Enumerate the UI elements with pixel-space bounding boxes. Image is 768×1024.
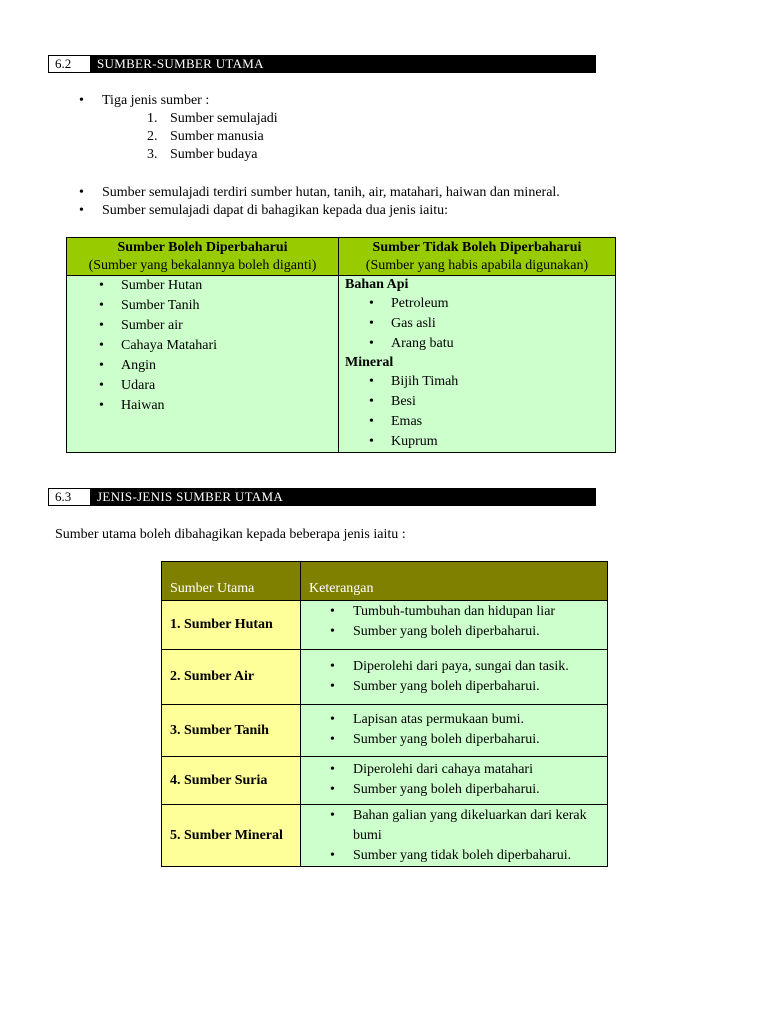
list-item: • Sumber yang tidak boleh diperbaharui. — [353, 846, 597, 866]
intro-block — [77, 92, 717, 164]
fuel-list — [345, 294, 615, 354]
list-item: • Bijih Timah — [391, 372, 615, 392]
table-row — [162, 601, 608, 650]
list-item: • Emas — [391, 412, 615, 432]
section-header-6-3 — [48, 488, 596, 506]
group-label-fuel: Bahan Api — [345, 277, 409, 292]
list-item: • Petroleum — [391, 294, 615, 314]
list-item: • Cahaya Matahari — [121, 336, 338, 356]
list-item: • Diperolehi dari paya, sungai dan tasik. — [353, 657, 607, 677]
main-sources-table — [161, 561, 608, 867]
list-item: • Sumber yang boleh diperbaharui. — [353, 780, 607, 800]
list-item: • Sumber yang boleh diperbaharui. — [353, 677, 607, 697]
list-item: 3. Sumber budaya — [147, 147, 258, 162]
intro-lead: • Tiga jenis sumber : — [77, 92, 717, 110]
column-header-source: Sumber Utama — [162, 562, 301, 601]
renewable-table — [66, 237, 616, 453]
source-description — [301, 757, 608, 805]
bullet-natural-sources: • Sumber semulajadi terdiri sumber hutan, tanih, air, matahari, haiwan dan mineral. — [77, 184, 737, 202]
section-number: 6.3 — [49, 489, 91, 505]
column-header-description: Keterangan — [301, 562, 608, 601]
list-item: • Angin — [121, 356, 338, 376]
intro-bullets-2 — [77, 184, 737, 220]
renewable-list — [67, 276, 338, 416]
table-row — [162, 757, 608, 805]
list-item: • Sumber yang boleh diperbaharui. — [353, 730, 607, 750]
source-description — [301, 705, 608, 757]
source-description — [301, 601, 608, 650]
renewable-list-cell — [67, 276, 339, 453]
source-description — [301, 650, 608, 705]
list-item: • Kuprum — [391, 432, 615, 452]
source-description — [301, 805, 608, 867]
source-name: 5. Sumber Mineral — [162, 805, 301, 867]
table-row — [162, 805, 608, 867]
list-item: • Tumbuh-tumbuhan dan hidupan liar — [353, 602, 607, 622]
list-item: • Diperolehi dari cahaya matahari — [353, 760, 607, 780]
renewable-header: Sumber Boleh Diperbaharui (Sumber yang bekalannya boleh diganti) — [67, 238, 339, 276]
list-item: • Sumber air — [121, 316, 338, 336]
table-row — [162, 705, 608, 757]
list-item: • Sumber Tanih — [121, 296, 338, 316]
nonrenewable-list-cell — [339, 276, 616, 453]
bullet-division: • Sumber semulajadi dapat di bahagikan kepada dua jenis iaitu: — [77, 202, 737, 220]
list-item: • Bahan galian yang dikeluarkan dari kerak bumi — [353, 806, 597, 846]
source-name: 2. Sumber Air — [162, 650, 301, 705]
list-item: • Haiwan — [121, 396, 338, 416]
section-header-6-2 — [48, 55, 596, 73]
list-item: • Lapisan atas permukaan bumi. — [353, 710, 607, 730]
list-item: 1. Sumber semulajadi — [147, 111, 278, 126]
section-title: SUMBER-SUMBER UTAMA — [91, 56, 595, 72]
section-intro: Sumber utama boleh dibahagikan kepada beberapa jenis iaitu : — [55, 527, 406, 542]
source-name: 4. Sumber Suria — [162, 757, 301, 805]
nonrenewable-header: Sumber Tidak Boleh Diperbaharui (Sumber yang habis apabila digunakan) — [339, 238, 616, 276]
mineral-list — [345, 372, 615, 452]
list-item: • Sumber yang boleh diperbaharui. — [353, 622, 607, 642]
source-name: 1. Sumber Hutan — [162, 601, 301, 650]
list-item: 2. Sumber manusia — [147, 129, 264, 144]
list-item: • Sumber Hutan — [121, 276, 338, 296]
list-item: • Udara — [121, 376, 338, 396]
section-number: 6.2 — [49, 56, 91, 72]
table-row — [162, 650, 608, 705]
source-name: 3. Sumber Tanih — [162, 705, 301, 757]
list-item: • Arang batu — [391, 334, 615, 354]
source-type-list — [147, 110, 717, 164]
section-title: JENIS-JENIS SUMBER UTAMA — [91, 489, 595, 505]
list-item: • Gas asli — [391, 314, 615, 334]
group-label-mineral: Mineral — [345, 355, 394, 370]
list-item: • Besi — [391, 392, 615, 412]
